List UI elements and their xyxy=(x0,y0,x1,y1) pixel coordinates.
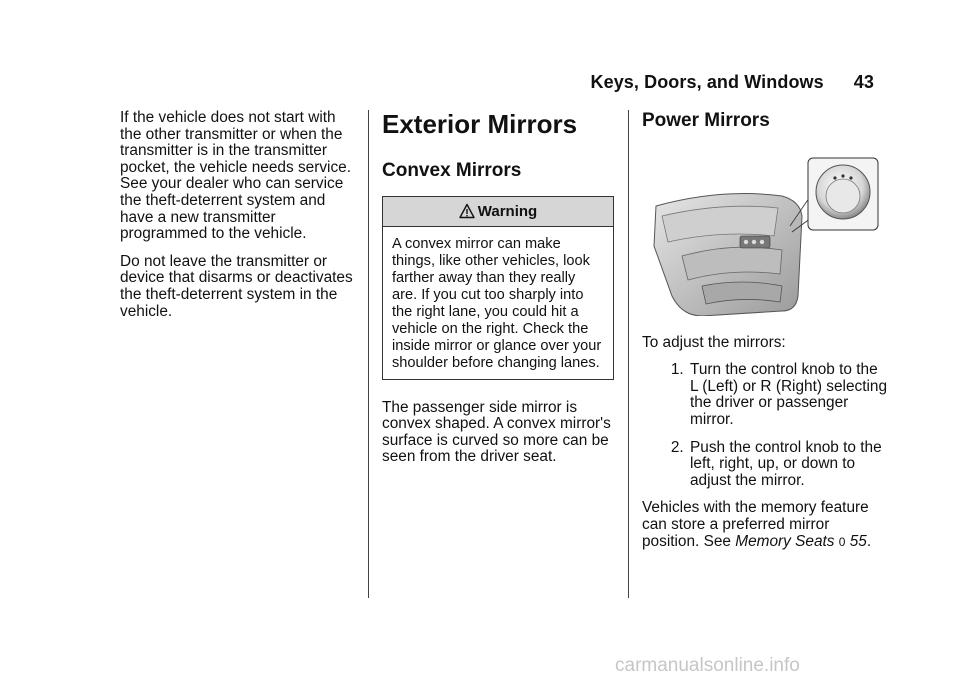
page-ref-icon: 0 xyxy=(838,534,846,549)
column-3 xyxy=(642,110,887,561)
watermark-text: carmanualsonline.info xyxy=(615,655,800,676)
warning-title: Warning xyxy=(477,203,538,220)
paragraph: Do not leave the transmitter or device that disarms or deactivates the theft-deterrent system in the vehicle. xyxy=(120,252,353,320)
section-heading: Exterior Mirrors xyxy=(382,109,578,139)
warning-text: A convex mirror can make things, like other vehicles, look farther away than they really are. If you cut too sharply into the right lane, you could hit a vehicle on the right. Check the inside mirror or glance over your shoulder before changing lanes. xyxy=(392,235,602,371)
page-ref[interactable]: 55 xyxy=(849,532,867,550)
column-divider xyxy=(368,110,369,598)
paragraph: If the vehicle does not start with the other transmitter or when the transmitter is in the transmitter pocket, the vehicle needs service. See your dealer who can service the theft-deterrent system and have a new transmitter programmed to the vehicle. xyxy=(120,109,351,243)
section-heading: Power Mirrors xyxy=(642,110,770,131)
warning-header xyxy=(383,197,613,227)
section-title: Keys, Doors, and Windows xyxy=(590,72,824,92)
steps-list xyxy=(642,362,887,489)
door-panel-illustration xyxy=(642,146,882,316)
paragraph: The passenger side mirror is convex shaped. A convex mirror's surface is curved so more can be seen from the driver seat. xyxy=(382,398,611,466)
column-2 xyxy=(382,110,614,477)
paragraph: To adjust the mirrors: xyxy=(642,333,786,351)
page-number: 43 xyxy=(853,72,874,92)
subsection-heading: Convex Mirrors xyxy=(382,160,522,181)
list-item: 1. Turn the control knob to the L (Left) or R (Right) selecting the driver or passenger mirror. xyxy=(688,362,887,428)
paragraph: Vehicles with the memory feature can store a preferred mirror position. See Memory Seats 0 55. xyxy=(642,499,872,550)
cross-reference-link[interactable]: Memory Seats xyxy=(735,532,835,550)
warning-icon xyxy=(459,203,475,219)
column-divider xyxy=(628,110,629,598)
page-header xyxy=(0,72,874,93)
list-item: 2. Push the control knob to the left, right, up, or down to adjust the mirror. xyxy=(688,440,887,490)
warning-box xyxy=(382,196,614,380)
column-1 xyxy=(120,110,360,331)
